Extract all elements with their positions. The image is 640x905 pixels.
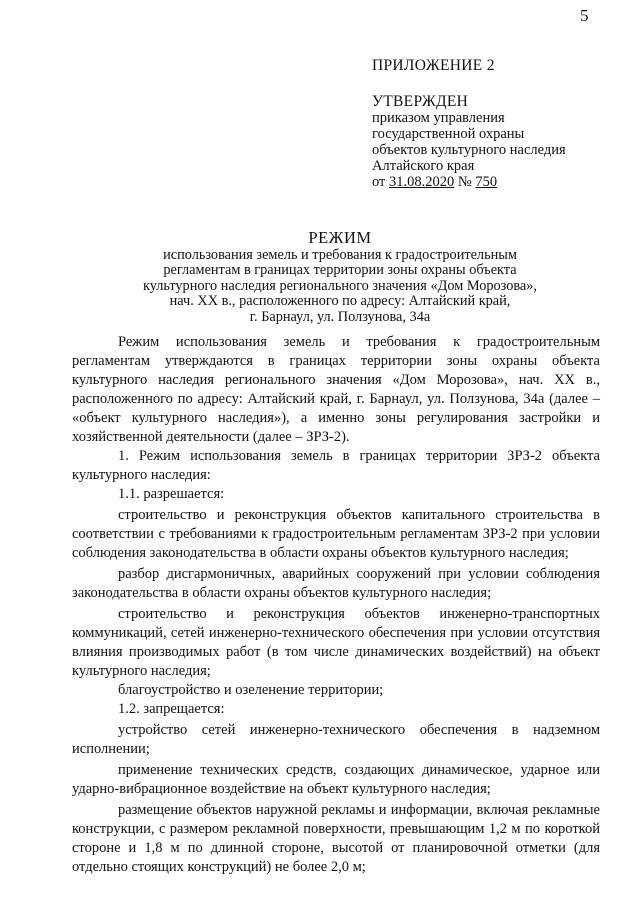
paragraph: строительство и реконструкция объектов инженерно-транспортных коммуникаций, сетей инженерно-технического обеспечения при условии отсутствия влияния производимых работ (в том числе динамических воздействий) на объект культурного наследия; — [72, 606, 600, 679]
approval-block — [372, 58, 632, 190]
paragraph: 1. Режим использования земель в границах территории ЗРЗ-2 объекта культурного наследия: — [72, 448, 600, 483]
page-number: 5 — [580, 6, 589, 25]
document-title: РЕЖИМ — [308, 228, 372, 247]
document-body — [72, 333, 600, 877]
paragraph: размещение объектов наружной рекламы и информации, включая рекламные конструкции, с размером рекламной поверхности, превышающим 1,2 м по короткой стороне и 1,8 м по длинной стороне, высотой от планировочной отметки (для отдельно стоящих конструкций) не более 2,0 м; — [72, 802, 600, 875]
appendix-label: ПРИЛОЖЕНИЕ 2 — [372, 57, 495, 74]
title-line: культурного наследия регионального значения «Дом Морозова», — [142, 277, 538, 294]
title-line: регламентам в границах территории зоны охраны объекта — [163, 262, 517, 278]
title-line: г. Барнаул, ул. Ползунова, 34а — [249, 308, 431, 325]
paragraph: благоустройство и озеленение территории; — [118, 682, 384, 698]
order-number: 750 — [475, 174, 498, 190]
paragraph: устройство сетей инженерно-технического обеспечения в надземном исполнении; — [72, 722, 600, 757]
paragraph: 1.1. разрешается: — [118, 486, 225, 502]
approval-date-line — [372, 174, 632, 190]
date-prefix: от — [372, 174, 390, 190]
title-line: использования земель и требования к градостроительным — [163, 246, 517, 263]
approval-line: приказом управления — [372, 110, 505, 126]
order-date: 31.08.2020 — [389, 174, 455, 190]
paragraph: 1.2. запрещается: — [118, 701, 225, 717]
paragraph: Режим использования земель и требования к градостроительным регламентам утверждаются в границах территории зоны охраны объекта культурного наследия регионального значения «Дом Морозова», нач. XX в., расположенного по адресу: Алтайский край, г. Барнаул, ул. Ползунова, 34а (далее – «объект культурного наследия»), а именно зоны регулирования застройки и хозяйственной деятельности (далее – ЗРЗ-2). — [72, 334, 600, 445]
title-line: нач. XX в., расположенного по адресу: Алтайский край, — [169, 293, 511, 309]
approval-line: государственной охраны — [372, 126, 525, 142]
paragraph: разбор дисгармоничных, аварийных сооружений при условии соблюдения законодательства в области охраны объектов культурного наследия; — [72, 566, 600, 601]
paragraph: применение технических средств, создающих динамическое, ударное или ударно-вибрационное воздействие на объект культурного наследия; — [72, 762, 600, 797]
document-title-block — [80, 230, 600, 325]
approval-line: объектов культурного наследия — [372, 142, 566, 158]
approved-label: УТВЕРЖДЕН — [372, 93, 469, 110]
number-prefix: № — [454, 174, 476, 190]
paragraph: строительство и реконструкция объектов капитального строительства в соответствии с требованиями к градостроительным регламентам ЗРЗ-2 при условии соблюдения законодательства в области охраны объектов культурного наследия; — [72, 507, 600, 561]
approval-line: Алтайского края — [372, 158, 475, 174]
